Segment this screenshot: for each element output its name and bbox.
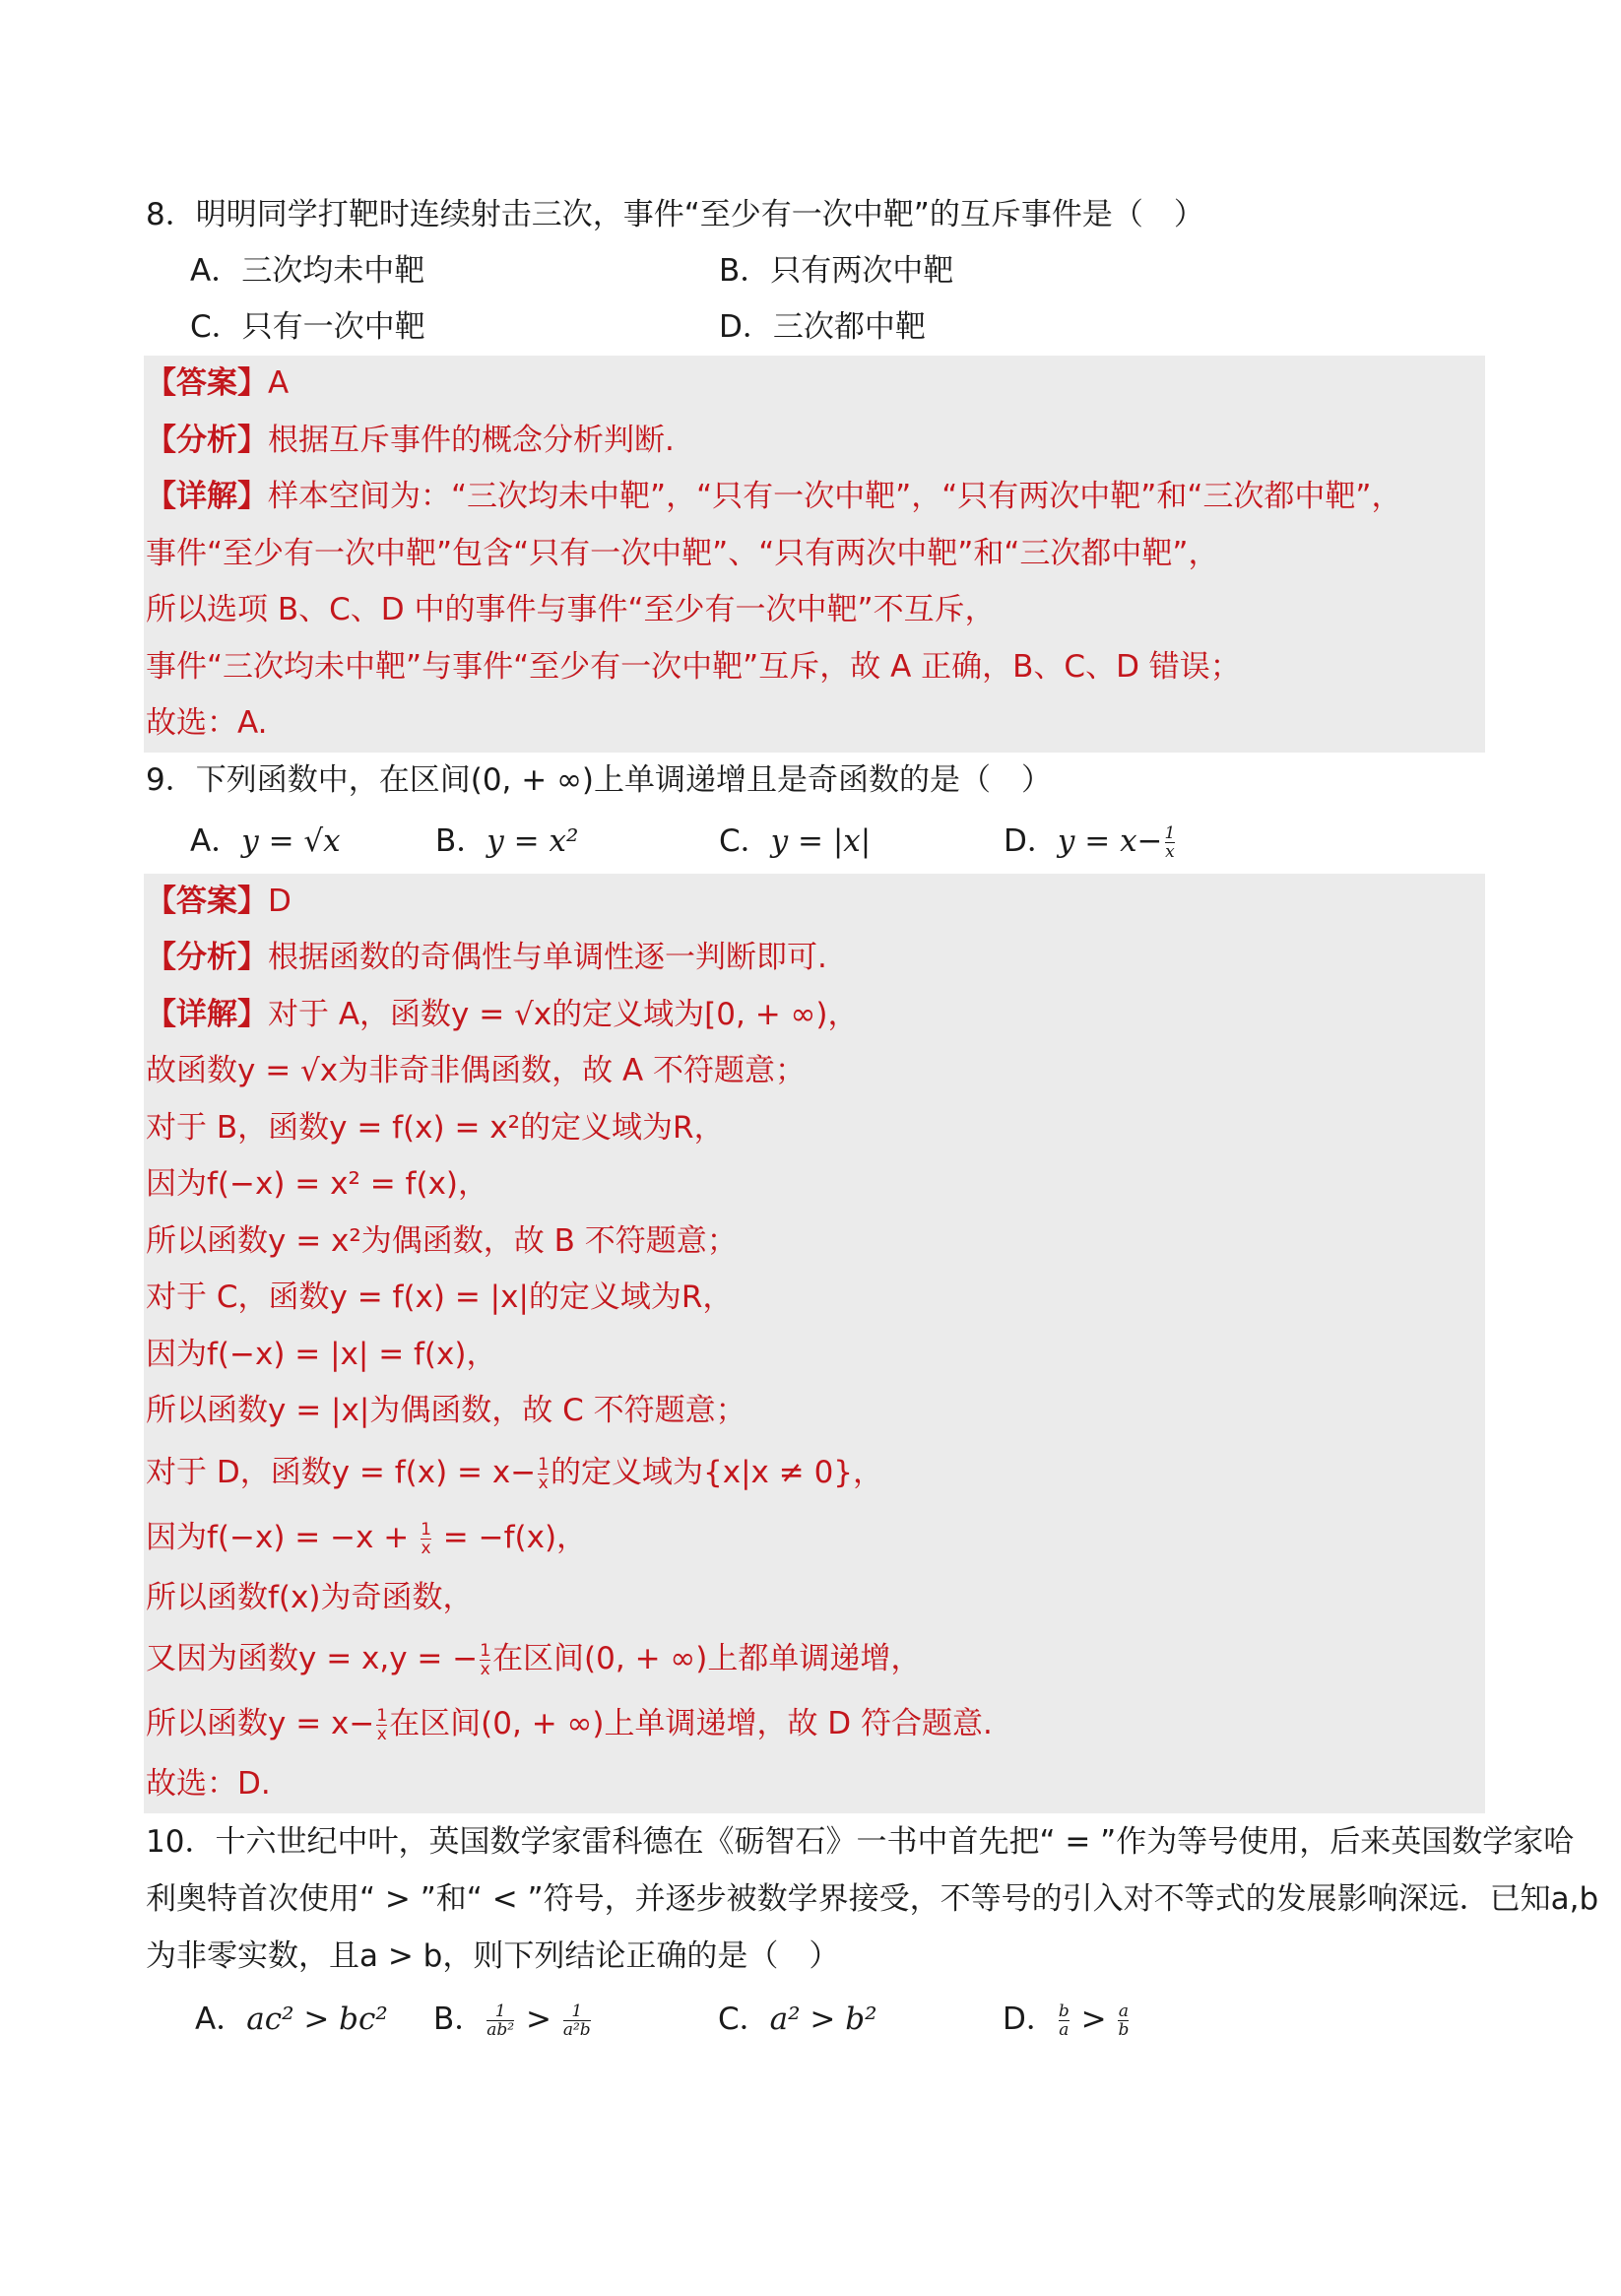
fraction-numerator: 1 [538,1454,550,1475]
question-9-detail-line [146,1505,1485,1570]
fraction-numerator: 1 [486,2002,514,2021]
question-9-detail-line [146,987,1485,1044]
question-9-detail-line: 因为f(−x) = |x| = f(x)， [146,1336,497,1372]
question-10-option-b [433,1985,593,2054]
question-10-stem-line: 利奥特首次使用“ > ”和“ < ”符号，并逐步被数学界接受，不等号的引入对不等式的发展影响深远．已知a,b [146,1880,1599,1917]
option-expr: a² > b² [769,2001,877,2037]
question-8-option-b: B．只有两次中靶 [719,253,954,289]
option-prefix: B． [433,2001,486,2037]
fraction-numerator: 1 [421,1519,431,1540]
question-9-detail-line: 所以函数y = x²为偶函数，故 B 不符题意； [146,1222,738,1259]
option-expr: ac² > bc² [246,2001,388,2037]
question-8-option-d: D．三次都中靶 [719,309,926,345]
fraction-denominator: x [421,1538,431,1558]
question-9-detail-line: 对于 C，函数y = f(x) = |x|的定义域为R， [146,1279,734,1315]
question-9-detail-line [146,1440,1485,1505]
answer-value: D [268,883,292,919]
question-8-options-row-1 [146,243,1485,299]
fraction [1118,2002,1129,2039]
fraction-denominator: x [1165,841,1175,862]
question-8-answer [146,356,1485,413]
question-9-option-c [719,809,871,874]
question-9-option-b [435,809,578,874]
analysis-tag: 【分析】 [146,422,268,458]
question-8-options-row-2 [146,299,1485,356]
fraction [486,2002,514,2039]
question-8-detail-line [146,469,1485,526]
question-8-analysis [146,413,1485,470]
detail-text: 又因为函数y = x,y = − [146,1641,479,1676]
question-9-options-row [146,809,1485,874]
fraction [1059,2002,1070,2039]
answer-tag: 【答案】 [146,365,268,401]
option-prefix: D． [1004,822,1058,859]
question-8-detail-line: 事件“至少有一次中靶”包含“只有一次中靶”、“只有两次中靶”和“三次都中靶”， [146,535,1219,571]
fraction-numerator: 1 [480,1641,491,1661]
question-8-conclusion: 故选：A. [146,705,268,741]
fraction-denominator: a²b [562,2019,591,2040]
question-9-option-a [190,809,341,874]
fraction-numerator: 1 [563,2002,591,2021]
question-9-conclusion: 故选：D. [146,1766,271,1802]
option-operator: > [1070,2001,1117,2037]
question-10-stem-line: 为非零实数，且a > b，则下列结论正确的是（ ） [146,1937,840,1974]
question-9-detail-line: 对于 B，函数y = f(x) = x²的定义域为R， [146,1109,725,1146]
detail-text: 样本空间为：“三次均未中靶”，“只有一次中靶”，“只有两次中靶”和“三次都中靶”， [268,479,1402,514]
detail-text: 对于 A，函数y = √x的定义域为[0, + ∞)， [268,996,859,1032]
question-8-detail-line: 事件“三次均未中靶”与事件“至少有一次中靶”互斥，故 A 正确，B、C、D 错误； [146,648,1241,685]
option-prefix: B． [435,822,487,859]
question-9-solution [144,874,1485,1813]
fraction-numerator: 1 [1164,822,1176,843]
question-9-detail-line [146,1691,1485,1756]
analysis-text: 根据函数的奇偶性与单调性逐一判断即可. [268,940,827,975]
fraction-numerator: b [1058,2001,1070,2021]
option-expr: y = √x [241,822,341,859]
option-prefix: C． [718,2001,770,2037]
question-9-detail-line [146,1626,1485,1691]
question-10-option-d [1003,1985,1131,2054]
question-9-detail-line: 所以函数y = |x|为偶函数，故 C 不符题意； [146,1393,746,1428]
option-operator: > [516,2001,561,2037]
detail-text: 因为f(−x) = −x + [146,1519,420,1555]
question-10-option-c [718,1985,877,2054]
fraction [563,2002,591,2039]
question-9-option-d [1004,809,1177,874]
question-8-detail-line: 所以选项 B、C、D 中的事件与事件“至少有一次中靶”不互斥， [146,592,996,627]
question-9-stem: 9．下列函数中，在区间(0, + ∞)上单调递增且是奇函数的是（ ） [146,761,1052,798]
fraction [376,1707,387,1743]
question-8-option-a: A．三次均未中靶 [190,253,425,289]
question-8-option-c: C．只有一次中靶 [190,309,425,345]
question-8-solution [144,356,1485,753]
detail-text: = −f(x)， [432,1519,588,1555]
question-8 [146,187,1485,753]
question-10-option-a [195,1985,388,2054]
option-expr: y = |x| [770,822,872,859]
question-9-answer [146,874,1485,931]
fraction-denominator: x [538,1473,549,1493]
detail-text: 对于 D，函数y = f(x) = x− [146,1454,537,1490]
fraction [538,1456,549,1492]
detail-tag: 【详解】 [146,479,268,514]
fraction [480,1642,490,1678]
fraction-numerator: 1 [376,1706,388,1726]
question-9 [146,753,1485,1813]
fraction [1165,824,1176,861]
question-8-stem: 8．明明同学打靶时连续射击三次，事件“至少有一次中靶”的互斥事件是（ ） [146,197,1204,232]
question-10-stem-line: 10．十六世纪中叶，英国数学家雷科德在《砺智石》一书中首先把“ = ”作为等号使用，后来英国数学家哈 [146,1823,1575,1860]
detail-text: 的定义域为{x|x ≠ 0}， [551,1454,884,1490]
fraction-denominator: x [480,1660,490,1679]
option-expr: y = x² [486,822,579,859]
analysis-tag: 【分析】 [146,940,268,975]
fraction-denominator: x [376,1725,387,1744]
fraction-numerator: a [1118,2001,1129,2021]
answer-value: A [268,365,290,401]
detail-text: 在区间(0, + ∞)上单调递增，故 D 符合题意. [389,1706,993,1741]
detail-text: 所以函数y = x− [146,1706,375,1741]
question-10 [146,1813,1599,2054]
analysis-text: 根据互斥事件的概念分析判断. [268,422,675,458]
option-prefix: D． [1003,2001,1057,2037]
fraction [421,1521,431,1557]
option-expr: y = x− [1057,822,1163,859]
option-prefix: A． [190,822,242,859]
option-prefix: A． [195,2001,247,2037]
document-page [146,187,1599,2054]
answer-tag: 【答案】 [146,883,268,919]
option-prefix: C． [719,822,771,859]
question-9-detail-line: 所以函数f(x)为奇函数， [146,1579,474,1615]
fraction-denominator: ab² [486,2019,515,2040]
question-9-detail-line: 故函数y = √x为非奇非偶函数，故 A 不符题意； [146,1053,807,1088]
fraction-denominator: a [1059,2019,1070,2040]
detail-tag: 【详解】 [146,996,268,1032]
fraction-denominator: b [1118,2019,1130,2040]
question-9-detail-line: 因为f(−x) = x² = f(x)， [146,1166,489,1202]
question-9-analysis [146,930,1485,987]
detail-text: 在区间(0, + ∞)上都单调递增， [492,1641,922,1676]
question-10-options-row [146,1985,1485,2054]
